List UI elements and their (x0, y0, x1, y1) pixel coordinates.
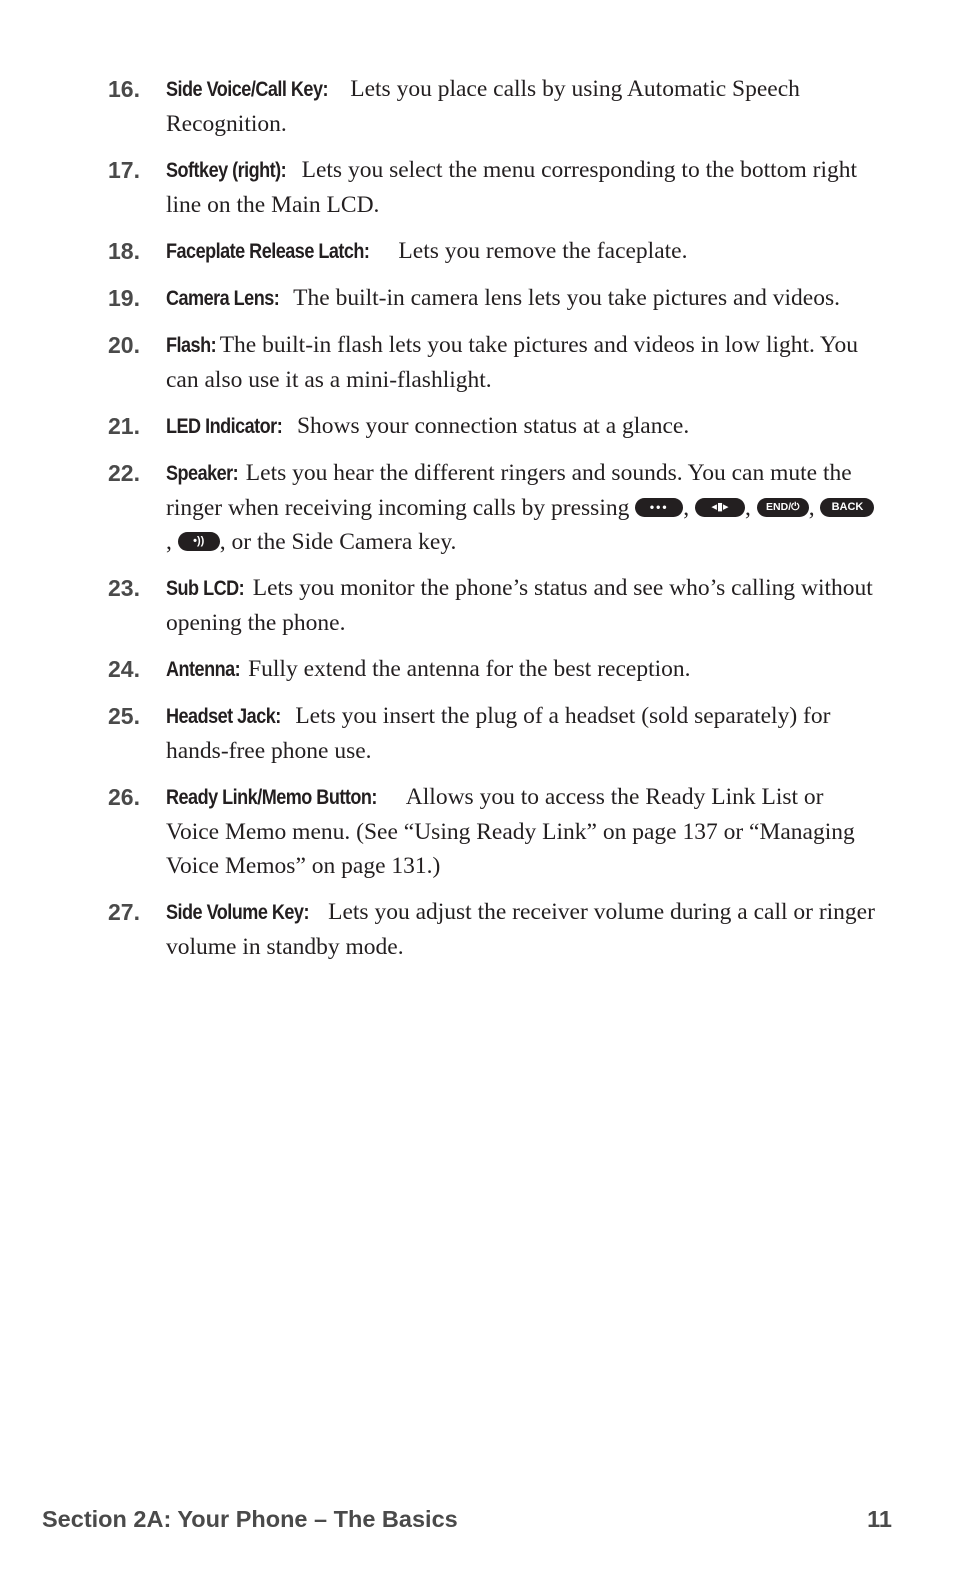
item-body (166, 234, 878, 269)
item-number: 16. (108, 76, 140, 102)
list-item (108, 780, 878, 883)
item-number: 20. (108, 332, 140, 358)
item-number: 23. (108, 575, 140, 601)
menu-key-icon: ••• (635, 498, 683, 517)
feature-list (108, 72, 878, 976)
item-body (166, 153, 878, 222)
item-body (166, 409, 878, 444)
item-body (166, 456, 878, 559)
item-term: Headset Jack: (166, 705, 281, 728)
item-text: Shows your connection status at a glance. (291, 413, 690, 439)
item-text: Lets you remove the faceplate. (392, 238, 688, 264)
item-text: Lets you adjust the receiver volume during a call or ringer volume in standby mode. (166, 899, 875, 960)
list-item (108, 72, 878, 141)
item-text: Lets you place calls by using Automatic Speech Recognition. (166, 76, 800, 137)
item-body (166, 571, 878, 640)
item-term: Ready Link/Memo Button: (166, 786, 377, 809)
list-item (108, 153, 878, 222)
item-body (166, 780, 878, 883)
item-number: 19. (108, 285, 140, 311)
list-item (108, 895, 878, 964)
item-text: Lets you monitor the phone’s status and see who’s calling without opening the phone. (166, 575, 873, 636)
item-text: The built-in flash lets you take pictures and videos in low light. You can also use it as a mini-flashlight. (166, 332, 859, 393)
navigation-key-icon: ◂▮▸ (695, 498, 745, 517)
item-term: Sub LCD: (166, 577, 245, 600)
item-term: Side Volume Key: (166, 901, 309, 924)
item-term: Speaker: (166, 462, 239, 485)
item-text: Fully extend the antenna for the best reception. (242, 656, 691, 682)
item-term: LED Indicator: (166, 415, 283, 438)
page-number: 11 (867, 1506, 892, 1532)
list-item (108, 281, 878, 316)
end-power-key-icon: END/⏻ (757, 498, 809, 517)
list-item (108, 409, 878, 444)
item-term: Side Voice/Call Key: (166, 78, 328, 101)
back-key-icon: BACK (820, 498, 874, 517)
list-item (108, 328, 878, 397)
list-item (108, 234, 878, 269)
item-text: Lets you select the menu corresponding to the bottom right line on the Main LCD. (166, 157, 858, 218)
item-body (166, 652, 878, 687)
item-term: Softkey (right): (166, 159, 287, 182)
item-number: 17. (108, 157, 140, 183)
item-body (166, 328, 878, 397)
item-body (166, 699, 878, 768)
item-number: 21. (108, 413, 140, 439)
item-text-after: , or the Side Camera key. (219, 529, 457, 555)
item-term: Flash: (166, 334, 217, 357)
list-item (108, 652, 878, 687)
item-text: The built-in camera lens lets you take pictures and videos. (287, 285, 841, 311)
item-body (166, 72, 878, 141)
item-term: Camera Lens: (166, 287, 280, 310)
key-icons: ••• , ◂▮▸ , END/⏻ , BACK, •)) (166, 495, 874, 555)
item-term: Antenna: (166, 658, 241, 681)
item-number: 22. (108, 460, 140, 486)
item-term: Faceplate Release Latch: (166, 240, 370, 263)
section-title: Section 2A: Your Phone – The Basics (42, 1506, 458, 1532)
list-item (108, 699, 878, 768)
item-text: Allows you to access the Ready Link List or Voice Memo menu. (See “Using Ready Link” on page 137 or “Managing Voice Memos” on page 131.) (166, 784, 855, 879)
list-item (108, 456, 878, 559)
item-number: 27. (108, 899, 140, 925)
item-text: Lets you hear the different ringers and sounds. You can mute the ringer when receiving incoming calls by pressing (166, 460, 852, 521)
item-number: 18. (108, 238, 140, 264)
list-item (108, 571, 878, 640)
item-text: Lets you insert the plug of a headset (sold separately) for hands-free phone use. (166, 703, 831, 764)
item-body (166, 281, 878, 316)
item-number: 24. (108, 656, 140, 682)
item-body (166, 895, 878, 964)
item-number: 25. (108, 703, 140, 729)
speaker-key-icon: •)) (178, 532, 220, 551)
item-number: 26. (108, 784, 140, 810)
